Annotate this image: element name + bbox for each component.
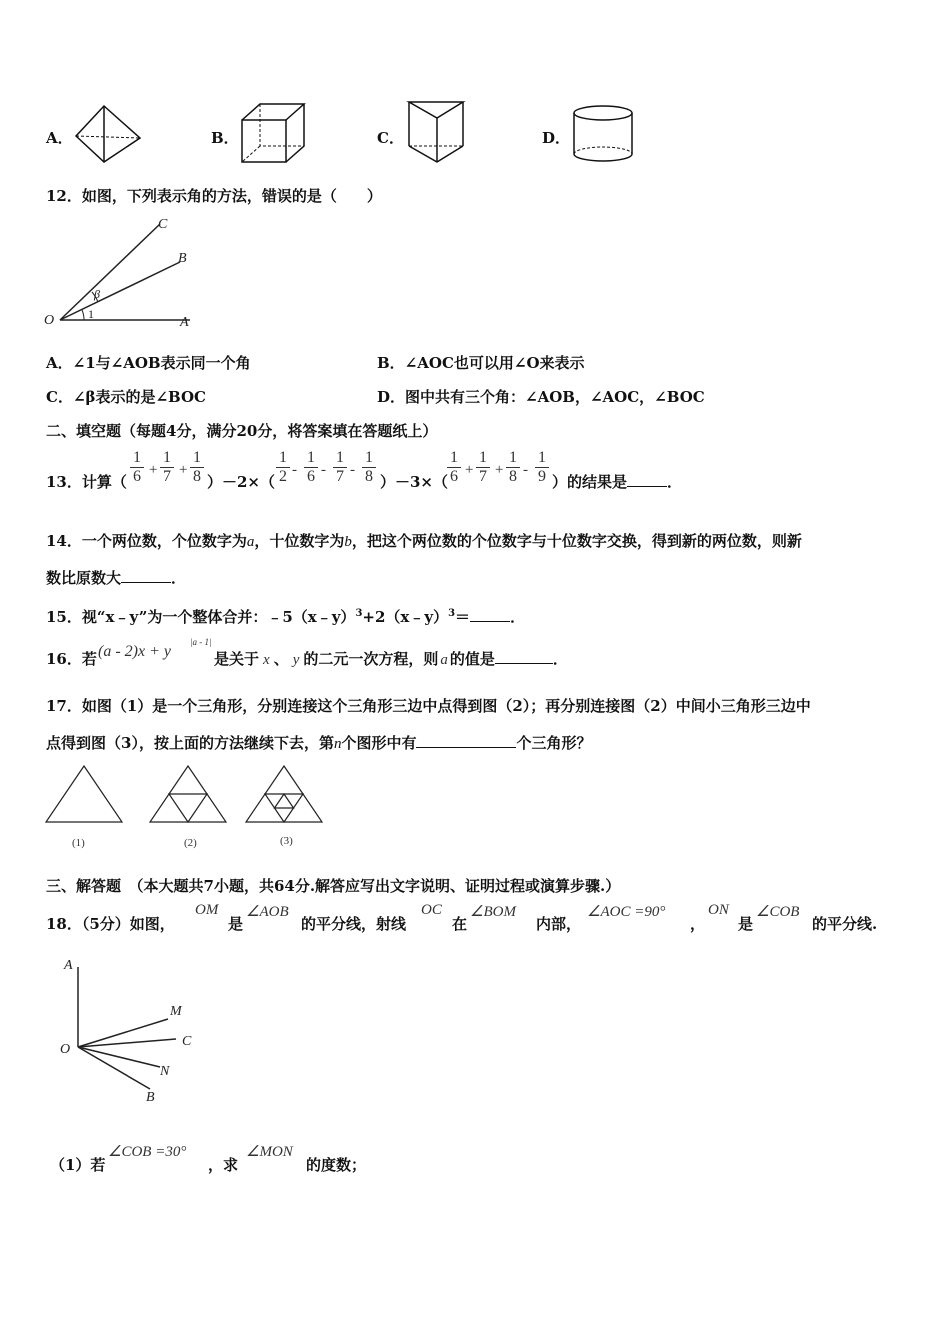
label-O: O [44,313,55,328]
section-2-heading: 二、填空题（每题4分，满分20分，将答案填在答题纸上） [46,422,438,440]
cube-icon [240,102,308,164]
fig18-label-O: O [60,1042,71,1057]
q12-option-a: A．∠1与∠AOB表示同一个角 [46,354,251,372]
q12-option-b: B．∠AOC也可以用∠O来表示 [377,354,585,372]
caption-1: (1) [72,837,85,849]
option-d-letter: D． [542,129,571,147]
caption-3: (3) [280,835,293,847]
q16-prefix: 16．若 [46,650,97,668]
option-a-letter: A． [46,129,73,147]
q13-frac-1-7: $\frac{1}{7}$ [160,449,174,486]
q13-frac-1-8: $\frac{1}{8}$ [190,449,204,486]
q15-text: 15．视“x﹣y”为一个整体合并：﹣5（x﹣y）$^3$+2（x﹣y）$^3$＝ ． [46,608,526,626]
q12-stem: 12．如图，下列表示角的方法，错误的是（ ） [46,187,382,205]
label-1: 1 [88,307,94,321]
fig18-label-N: N [160,1064,170,1079]
fig18-label-B: B [146,1090,155,1105]
cylinder-icon [572,104,636,164]
option-b-letter: B． [211,129,239,147]
q14-line1: 14．一个两位数，个位数字为a，十位数字为b，把这个两位数的个位数字与十位数字交换，得到新的两位数，则新 [46,532,802,550]
q17-line1: 17．如图（1）是一个三角形，分别连接这个三角形三边中点得到图（2）；再分别连接图（2）中间小三角形三边中 [46,697,811,715]
caption-2: (2) [184,837,197,849]
fig18-label-C: C [182,1034,192,1049]
q13-prefix: 13．计算（ [46,473,127,491]
triangle-figures [40,760,340,855]
option-c-letter: C． [377,129,404,147]
q13-suffix: ）的结果是 ． [552,473,683,491]
rays-figure [56,955,206,1105]
section-3-heading: 三、解答题 （本大题共7小题，共64分.解答应写出文字说明、证明过程或演算步骤.） [46,877,621,895]
label-beta: β [94,287,100,301]
q12-option-c: C．∠β表示的是∠BOC [46,388,206,406]
fig18-label-A: A [64,958,73,973]
q16-expr: (a - 2)x + y [98,643,171,660]
q14-line2: 数比原数大 ． [46,569,187,587]
q13-mid2: ）－3×（ [380,473,449,491]
q13-frac-1-6: $\frac{1}{6}$ [130,449,144,486]
q13-mid1: ）－2×（ [207,473,276,491]
q18-sub1-prefix: （1）若 [50,1156,106,1174]
label-B: B [178,251,187,266]
q17-line2: 点得到图（3），按上面的方法继续下去，第n个图形中有 个三角形？ [46,734,592,752]
label-C: C [158,217,168,232]
triangular-prism-icon [407,100,467,164]
q18-prefix: 18．（5分）如图， [46,915,175,933]
pyramid-icon [74,104,144,164]
q12-option-d: D．图中共有三个角：∠AOB，∠AOC，∠BOC [377,388,705,406]
label-A: A [180,315,189,330]
q16-exp: |a - 1| [190,637,212,647]
angle-figure [40,212,210,332]
fig18-label-M: M [170,1004,182,1019]
